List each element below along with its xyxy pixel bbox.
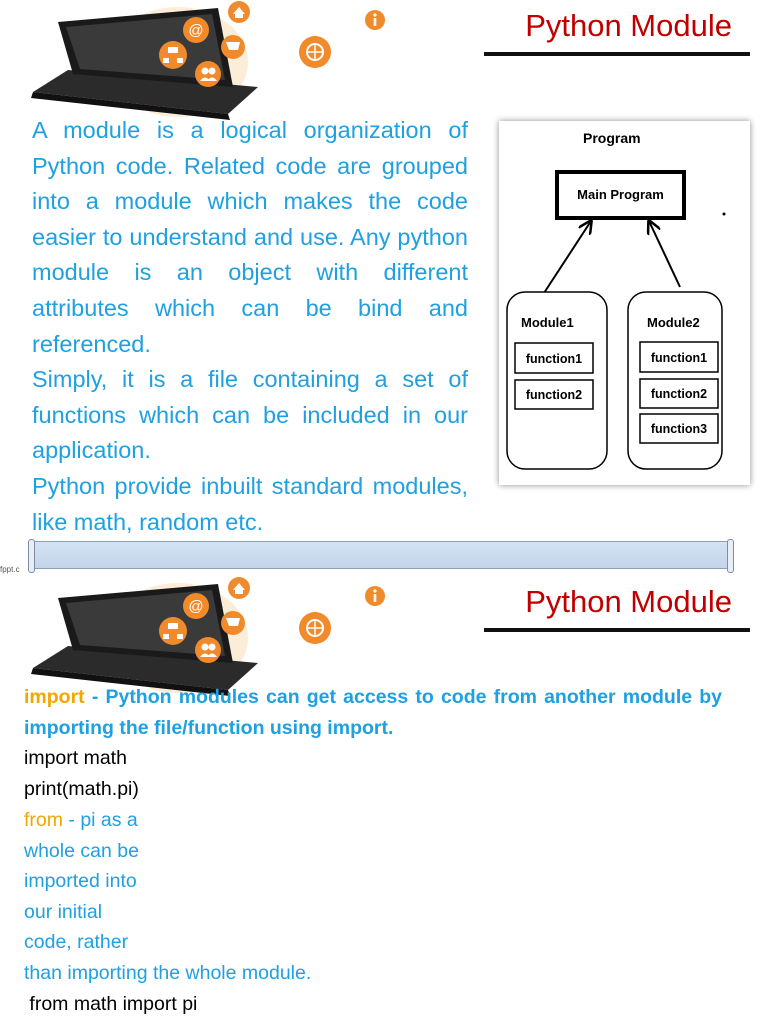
title-underline bbox=[484, 628, 750, 632]
globe-icon bbox=[297, 610, 333, 646]
fppt-credit: fppt.c bbox=[0, 565, 20, 574]
from-line-4: code, rather bbox=[24, 931, 129, 953]
slide-1-body bbox=[32, 113, 468, 540]
module1-function2: function2 bbox=[525, 388, 583, 402]
module-diagram bbox=[499, 121, 750, 485]
module2-arrow bbox=[649, 221, 680, 287]
home-icon bbox=[228, 1, 250, 23]
module2-function3: function3 bbox=[650, 422, 708, 436]
paragraph-3: Python provide inbuilt standard modules, like math, random etc. bbox=[32, 472, 468, 535]
import-description bbox=[24, 682, 722, 743]
code-line-1: import math bbox=[24, 747, 127, 769]
main-program-label: Main Program bbox=[577, 187, 664, 202]
svg-text:@: @ bbox=[188, 598, 204, 615]
code-line-2: print(math.pi) bbox=[24, 778, 139, 800]
module1-arrow bbox=[544, 221, 591, 293]
module1-function1: function1 bbox=[525, 352, 583, 366]
svg-text:@: @ bbox=[188, 22, 204, 39]
slide-1-title: Python Module bbox=[525, 8, 732, 43]
cart-icon bbox=[221, 611, 245, 635]
home-icon bbox=[228, 577, 250, 599]
import-keyword: import bbox=[24, 686, 85, 708]
from-line-1: whole can be bbox=[24, 840, 139, 862]
info-icon bbox=[363, 584, 387, 608]
cart-icon bbox=[221, 35, 245, 59]
from-line-0: from - pi as a bbox=[24, 809, 138, 831]
diagram-heading: Program bbox=[583, 130, 641, 146]
code-line-3: from math import pi bbox=[24, 993, 198, 1015]
module1-label: Module1 bbox=[521, 315, 574, 330]
from-line-3: our initial bbox=[24, 901, 103, 923]
slide-2 bbox=[0, 576, 768, 1024]
network-icon bbox=[159, 41, 187, 69]
slide-2-title: Python Module bbox=[525, 584, 732, 619]
laptop-icon bbox=[28, 0, 318, 122]
module2-function2: function2 bbox=[650, 387, 708, 401]
network-icon bbox=[159, 617, 187, 645]
from-line-5: than importing the whole module. bbox=[24, 962, 312, 984]
info-icon bbox=[363, 8, 387, 32]
users-icon bbox=[195, 61, 221, 87]
paragraph-2: Simply, it is a file containing a set of functions which can be included in our application. bbox=[32, 366, 468, 464]
at-sign-icon bbox=[183, 593, 209, 619]
globe-icon bbox=[297, 34, 333, 70]
at-sign-icon bbox=[183, 17, 209, 43]
title-underline bbox=[484, 52, 750, 56]
import-desc-text: - Python modules can get access to code from another module by importing the file/function using import. bbox=[24, 686, 722, 739]
module2-function1: function1 bbox=[650, 351, 708, 365]
slide-divider-bar bbox=[30, 541, 732, 569]
paragraph-1: A module is a logical organization of Python code. Related code are grouped into a module which makes the code easier to understand and use. Any python module is an object with different attributes which can be bind and referenced. bbox=[32, 117, 468, 357]
from-line-2: imported into bbox=[24, 870, 137, 892]
laptop-icon bbox=[28, 576, 318, 698]
from-keyword: from bbox=[24, 809, 63, 831]
module2-label: Module2 bbox=[647, 315, 700, 330]
users-icon bbox=[195, 637, 221, 663]
